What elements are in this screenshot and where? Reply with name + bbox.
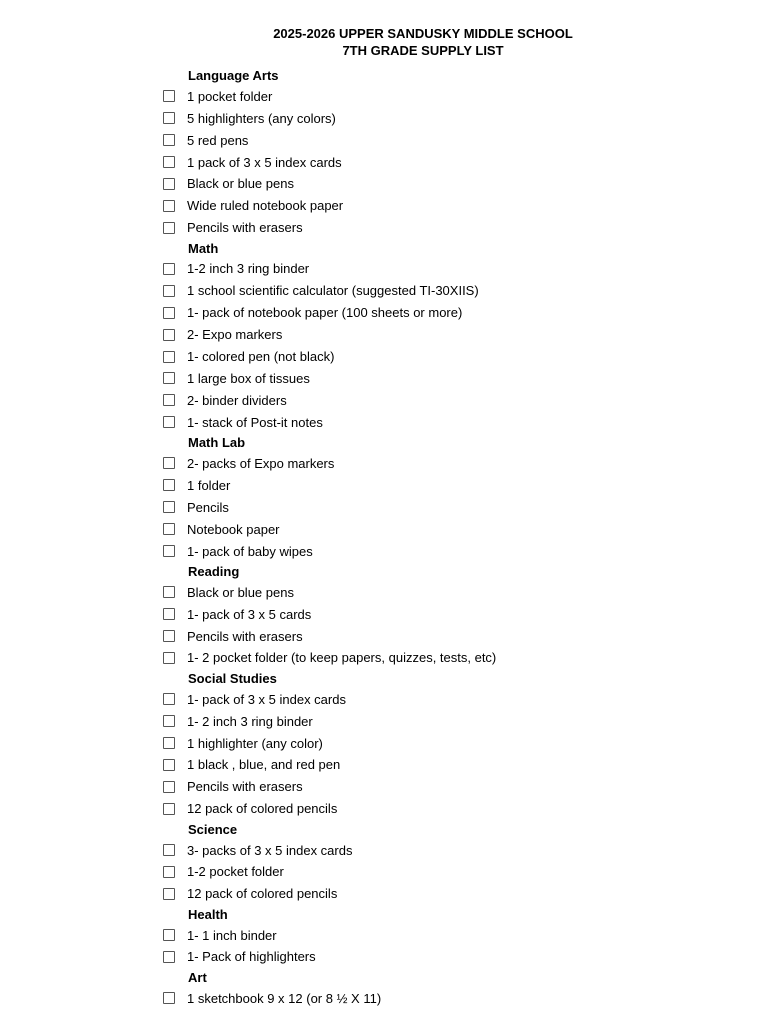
list-item [163, 540, 723, 562]
checkbox[interactable] [163, 394, 175, 406]
checkbox[interactable] [163, 307, 175, 319]
checkbox[interactable] [163, 134, 175, 146]
item-label: Pencils [187, 499, 229, 515]
checkbox[interactable] [163, 372, 175, 384]
list-item [163, 732, 723, 754]
item-label: 2- binder dividers [187, 392, 287, 408]
checkbox[interactable] [163, 263, 175, 275]
checkbox[interactable] [163, 866, 175, 878]
list-item [163, 367, 723, 389]
item-label: 5 red pens [187, 132, 249, 148]
checkbox[interactable] [163, 545, 175, 557]
section-heading-art: Art [188, 969, 207, 985]
list-item [163, 518, 723, 540]
checkbox[interactable] [163, 737, 175, 749]
list-item [163, 389, 723, 411]
item-label: 1- pack of 3 x 5 index cards [187, 691, 346, 707]
list-item [163, 776, 723, 798]
item-label: 1- 1 inch binder [187, 927, 277, 943]
checkbox[interactable] [163, 992, 175, 1004]
list-item [163, 647, 723, 669]
list-item [163, 496, 723, 518]
checkbox[interactable] [163, 630, 175, 642]
item-label: 1 black , blue, and red pen [187, 757, 341, 773]
item-label: Black or blue pens [187, 584, 294, 600]
checkbox[interactable] [163, 329, 175, 341]
item-label: Notebook paper [187, 521, 280, 537]
list-item [163, 324, 723, 346]
list-item [163, 258, 723, 280]
item-label: 1 sketchbook 9 x 12 (or 8 ½ X 11) [187, 990, 382, 1006]
item-label: 2- Expo markers [187, 327, 283, 343]
page-title [0, 25, 784, 59]
item-label: 1- colored pen (not black) [187, 349, 335, 365]
list-item [163, 85, 723, 107]
list-item [163, 688, 723, 710]
checkbox[interactable] [163, 951, 175, 963]
checkbox[interactable] [163, 156, 175, 168]
list-item [163, 581, 723, 603]
checkbox[interactable] [163, 90, 175, 102]
item-label: Pencils with erasers [187, 779, 303, 795]
item-label: 1-2 inch 3 ring binder [187, 261, 310, 277]
list-item [163, 346, 723, 368]
list-item [163, 151, 723, 173]
item-label: 1- 2 pocket folder (to keep papers, quizzes, tests, etc) [187, 650, 497, 666]
checkbox[interactable] [163, 929, 175, 941]
item-label: 1- stack of Post-it notes [187, 414, 323, 430]
item-label: 1- pack of baby wipes [187, 543, 313, 559]
item-label: 1- pack of 3 x 5 cards [187, 606, 312, 622]
list-item [163, 987, 723, 1009]
item-label: Wide ruled notebook paper [187, 198, 344, 214]
section-heading-math: Math [188, 240, 219, 256]
item-label: 1- 2 inch 3 ring binder [187, 713, 313, 729]
section-heading-reading: Reading [188, 563, 240, 579]
checkbox[interactable] [163, 285, 175, 297]
checkbox[interactable] [163, 693, 175, 705]
list-item [163, 280, 723, 302]
list-item [163, 924, 723, 946]
list-item [163, 883, 723, 905]
list-item [163, 411, 723, 433]
supply-list [163, 66, 723, 1009]
checkbox[interactable] [163, 608, 175, 620]
list-item [163, 946, 723, 968]
item-label: Black or blue pens [187, 176, 294, 192]
checkbox[interactable] [163, 200, 175, 212]
checkbox[interactable] [163, 523, 175, 535]
list-item [163, 453, 723, 475]
checkbox[interactable] [163, 652, 175, 664]
checkbox[interactable] [163, 803, 175, 815]
list-item [163, 474, 723, 496]
item-label: 1 school scientific calculator (suggested TI-30XIIS) [187, 283, 479, 299]
checkbox[interactable] [163, 222, 175, 234]
list-item [163, 754, 723, 776]
checkbox[interactable] [163, 457, 175, 469]
list-item [163, 129, 723, 151]
section-heading-health: Health [188, 906, 228, 922]
item-label: 1- Pack of highlighters [187, 949, 316, 965]
list-item [163, 217, 723, 239]
item-label: 5 highlighters (any colors) [187, 110, 336, 126]
item-label: 3- packs of 3 x 5 index cards [187, 842, 353, 858]
item-label: 1-2 pocket folder [187, 864, 284, 880]
checkbox[interactable] [163, 351, 175, 363]
item-label: 1 pocket folder [187, 88, 273, 104]
list-item [163, 710, 723, 732]
checkbox[interactable] [163, 416, 175, 428]
list-item [163, 798, 723, 820]
item-label: Pencils with erasers [187, 220, 303, 236]
list-item [163, 625, 723, 647]
item-label: 12 pack of colored pencils [187, 886, 338, 902]
item-label: Pencils with erasers [187, 628, 303, 644]
item-label: 1 pack of 3 x 5 index cards [187, 154, 342, 170]
section-heading-social-studies: Social Studies [188, 670, 277, 686]
checkbox[interactable] [163, 586, 175, 598]
list-item [163, 107, 723, 129]
section-heading-math-lab: Math Lab [188, 435, 246, 451]
checkbox[interactable] [163, 844, 175, 856]
title-line-1: 2025-2026 UPPER SANDUSKY MIDDLE SCHOOL [273, 26, 573, 41]
item-label: 2- packs of Expo markers [187, 455, 335, 471]
title-line-2: 7TH GRADE SUPPLY LIST [342, 43, 504, 58]
item-label: 1 large box of tissues [187, 370, 310, 386]
checkbox[interactable] [163, 888, 175, 900]
checkbox[interactable] [163, 178, 175, 190]
section-heading-science: Science [188, 821, 238, 837]
list-item [163, 603, 723, 625]
item-label: 1- pack of notebook paper (100 sheets or more) [187, 305, 463, 321]
item-label: 12 pack of colored pencils [187, 801, 338, 817]
item-label: 1 folder [187, 477, 231, 493]
section-heading-language-arts: Language Arts [188, 68, 279, 83]
checkbox[interactable] [163, 715, 175, 727]
checkbox[interactable] [163, 501, 175, 513]
checkbox[interactable] [163, 759, 175, 771]
list-item [163, 861, 723, 883]
list-item [163, 195, 723, 217]
list-item [163, 173, 723, 195]
item-label: 1 highlighter (any color) [187, 735, 323, 751]
list-item [163, 302, 723, 324]
checkbox[interactable] [163, 479, 175, 491]
checkbox[interactable] [163, 781, 175, 793]
list-item [163, 839, 723, 861]
checkbox[interactable] [163, 112, 175, 124]
